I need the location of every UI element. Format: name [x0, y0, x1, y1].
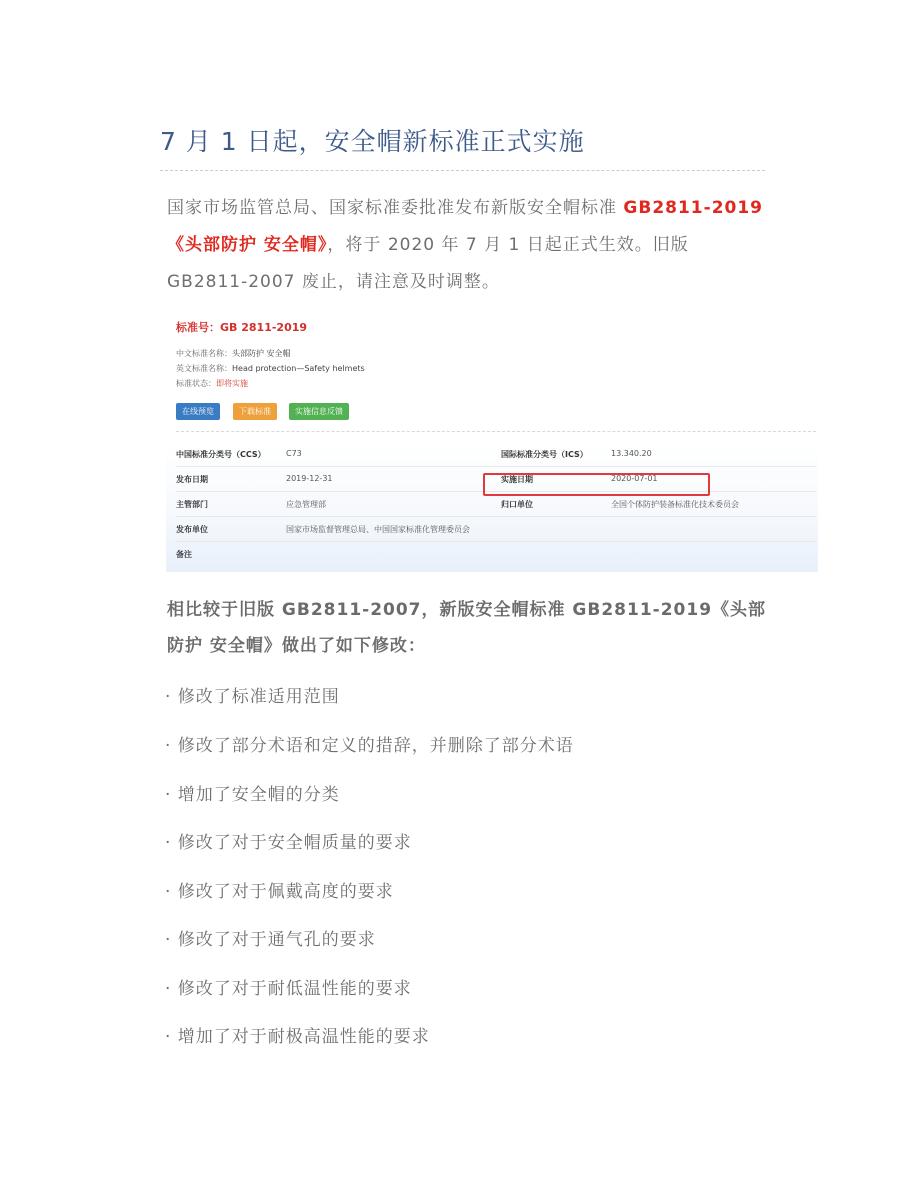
- table-key: 备注: [176, 550, 192, 559]
- status-label: 标准状态：: [176, 379, 216, 388]
- cn-name-line: [176, 348, 291, 359]
- status-value: 即将实施: [216, 379, 248, 388]
- en-name-label: 英文标准名称：: [176, 364, 232, 373]
- page-title: 7 月 1 日起，安全帽新标准正式实施: [160, 127, 585, 156]
- list-item: · 修改了对于通气孔的要求: [165, 930, 376, 950]
- list-item: · 修改了标准适用范围: [165, 687, 340, 707]
- intro-paragraph: [167, 190, 767, 301]
- list-item: · 修改了对于安全帽质量的要求: [165, 833, 412, 853]
- list-item: · 增加了安全帽的分类: [165, 785, 340, 805]
- status-line: [176, 378, 248, 389]
- table-value: 国家市场监督管理总局、中国国家标准化管理委员会: [286, 525, 470, 534]
- list-item: · 增加了对于耐极高温性能的要求: [165, 1027, 430, 1047]
- table-key: 实施日期: [501, 475, 533, 484]
- en-name-value: Head protection—Safety helmets: [232, 364, 365, 373]
- en-name-line: [176, 363, 365, 374]
- intro-text-1: 国家市场监管总局、国家标准委批准发布新版安全帽标准: [167, 198, 624, 218]
- table-row: [176, 442, 816, 467]
- table-value: 13.340.20: [611, 449, 652, 458]
- table-value: C73: [286, 449, 302, 458]
- list-item: · 修改了部分术语和定义的措辞，并删除了部分术语: [165, 736, 574, 756]
- table-key: 主管部门: [176, 500, 208, 509]
- list-item: · 修改了对于耐低温性能的要求: [165, 979, 412, 999]
- table-row: [176, 517, 816, 542]
- standard-info-table: [166, 442, 818, 572]
- table-key: 国际标准分类号（ICS）: [501, 450, 588, 459]
- changes-heading: 相比较于旧版 GB2811-2007，新版安全帽标准 GB2811-2019《头部防护 安全帽》做出了如下修改：: [167, 600, 767, 656]
- table-key: 发布日期: [176, 475, 208, 484]
- implementation-date-highlight-box: [483, 473, 710, 496]
- table-value: 全国个体防护装备标准化技术委员会: [611, 500, 739, 509]
- cn-name-label: 中文标准名称：: [176, 349, 232, 358]
- list-item: · 修改了对于佩戴高度的要求: [165, 882, 394, 902]
- standard-info-screenshot: [166, 308, 818, 572]
- preview-button[interactable]: 在线预览: [176, 403, 220, 420]
- table-value: 2020-07-01: [611, 474, 658, 483]
- table-key: 发布单位: [176, 525, 208, 534]
- cn-name-value: 头部防护 安全帽: [232, 349, 291, 358]
- download-button[interactable]: 下载标准: [233, 403, 277, 420]
- table-key: 归口单位: [501, 500, 533, 509]
- table-value: 2019-12-31: [286, 474, 333, 483]
- intro-standard-highlight: GB2811-2019《头部防护 安全帽》: [167, 198, 764, 255]
- table-row: [176, 542, 816, 566]
- title-divider: [160, 170, 765, 171]
- table-value: 应急管理部: [286, 500, 326, 509]
- standard-number: 标准号：GB 2811-2019: [176, 321, 308, 334]
- feedback-button[interactable]: 实施信息反馈: [289, 403, 349, 420]
- intro-text-2: ，将于 2020 年 7 月 1 日起正式生效。旧版 GB2811-2007 废止，请注意及时调整。: [167, 235, 689, 292]
- table-key: 中国标准分类号（CCS）: [176, 450, 266, 459]
- section-divider: [176, 431, 816, 432]
